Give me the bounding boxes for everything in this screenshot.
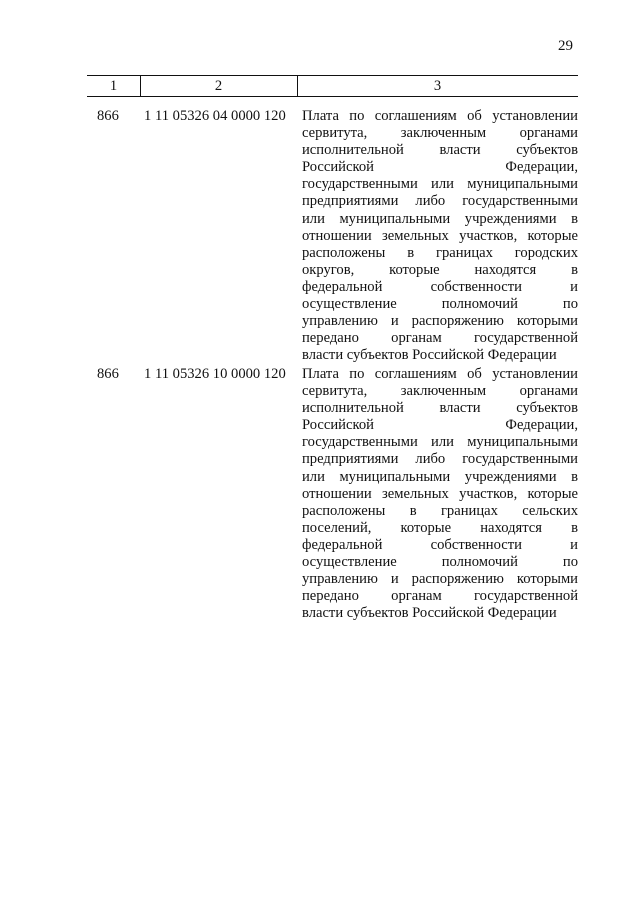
description-line: расположены в границах сельских <box>302 502 578 519</box>
description <box>302 366 578 622</box>
kbk-code: 1 11 05326 10 0000 120 <box>144 366 286 382</box>
description-line: управлению и распоряжению которыми <box>302 571 578 588</box>
description-line: Плата по соглашениям об установлении <box>302 366 578 382</box>
description-line: отношении земельных участков, которые <box>302 485 578 502</box>
kbk-code: 1 11 05326 04 0000 120 <box>144 108 286 124</box>
description-line: предприятиями либо государственными <box>302 451 578 468</box>
header-top-rule <box>87 75 578 76</box>
header-col-2: 2 <box>214 78 223 94</box>
description-line: расположены в границах городских <box>302 244 578 261</box>
description-line: осуществление полномочий по <box>302 296 578 313</box>
description-line: исполнительной власти субъектов <box>302 142 578 159</box>
description-line: власти субъектов Российской Федерации <box>302 605 557 622</box>
admin-code: 866 <box>97 108 119 124</box>
description-line: отношении земельных участков, которые <box>302 227 578 244</box>
description-line: осуществление полномочий по <box>302 554 578 571</box>
description-line: Российской Федерации, <box>302 417 578 434</box>
header-bottom-rule <box>87 96 578 97</box>
description-line: сервитута, заключенным органами <box>302 383 578 400</box>
description-line: предприятиями либо государственными <box>302 193 578 210</box>
description <box>302 108 578 364</box>
description-line: федеральной собственности и <box>302 278 578 295</box>
description-line: Российской Федерации, <box>302 159 578 176</box>
description-line: исполнительной власти субъектов <box>302 400 578 417</box>
description-line: передано органам государственной <box>302 588 578 605</box>
page-number: 29 <box>558 38 573 54</box>
description-line: передано органам государственной <box>302 330 578 347</box>
admin-code: 866 <box>97 366 119 382</box>
description-line: власти субъектов Российской Федерации <box>302 347 557 364</box>
table-header <box>87 75 578 97</box>
description-line: Плата по соглашениям об установлении <box>302 108 578 124</box>
description-line: сервитута, заключенным органами <box>302 125 578 142</box>
description-line: государственными или муниципальными <box>302 176 578 193</box>
header-col-1: 1 <box>109 78 118 94</box>
description-line: федеральной собственности и <box>302 536 578 553</box>
description-line: округов, которые находятся в <box>302 261 578 278</box>
description-line: управлению и распоряжению которыми <box>302 313 578 330</box>
description-line: государственными или муниципальными <box>302 434 578 451</box>
header-col-3: 3 <box>433 78 442 94</box>
description-line: или муниципальными учреждениями в <box>302 210 578 227</box>
description-line: или муниципальными учреждениями в <box>302 468 578 485</box>
description-line: поселений, которые находятся в <box>302 519 578 536</box>
